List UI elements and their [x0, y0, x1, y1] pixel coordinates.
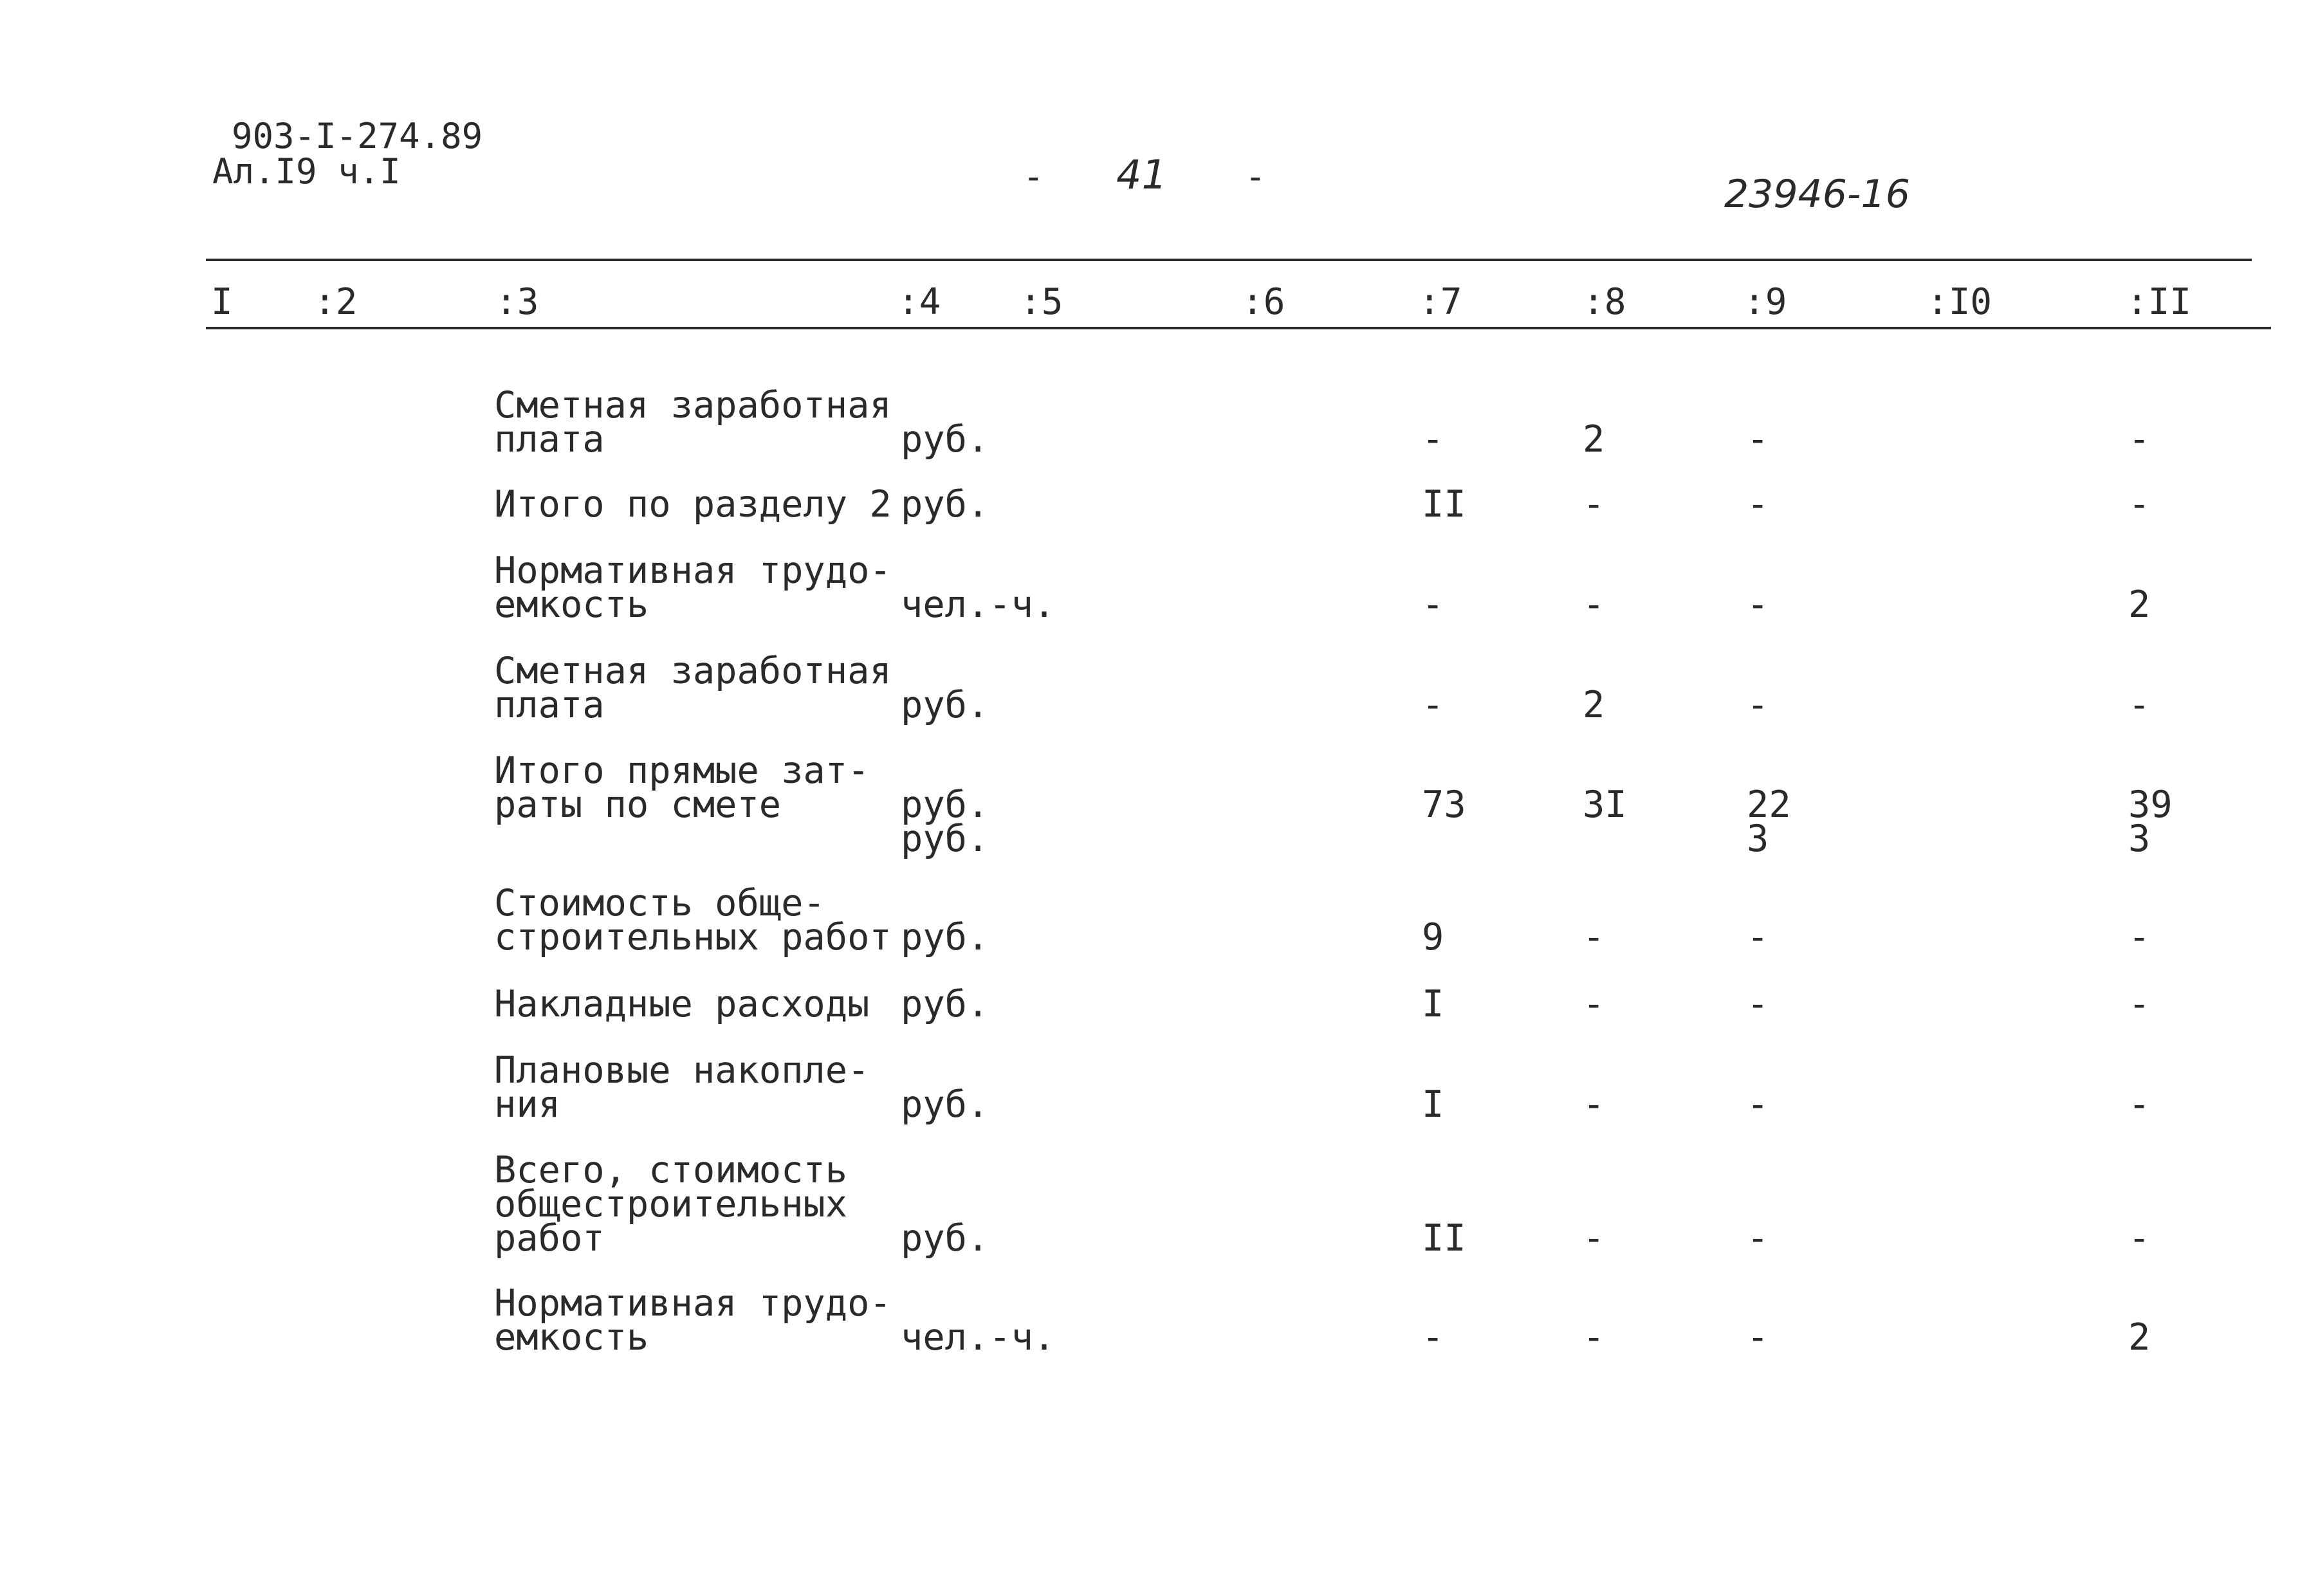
row-value-col9: - [1747, 583, 1769, 626]
row-value-col11: 2 [2128, 1316, 2151, 1359]
row-value-col11: - [2128, 1083, 2151, 1126]
row-value-col11: - [2128, 418, 2151, 461]
row-value-col9: - [1747, 983, 1769, 1025]
row-name: Итого по разделу 2 [494, 483, 892, 526]
column-header-3: :3 [495, 281, 539, 323]
row-value-col8: - [1583, 1217, 1605, 1260]
table-top-rule [206, 259, 2252, 261]
row-name: Нормативная трудо- емкость [494, 549, 892, 626]
row-value-col8: - [1583, 1316, 1605, 1359]
row-value-col11: - [2128, 916, 2151, 959]
row-name: Сметная заработная плата [494, 650, 892, 726]
column-header-2: :2 [314, 281, 358, 323]
column-header-7: :7 [1419, 281, 1462, 323]
row-value-col7: II [1422, 1217, 1466, 1260]
row-unit: руб. [901, 1083, 989, 1126]
row-value-col11: 39 3 [2128, 784, 2173, 860]
row-value-col11: - [2128, 684, 2151, 726]
row-unit: руб. [901, 483, 989, 526]
row-unit: руб. [901, 684, 989, 726]
row-unit: руб. [901, 418, 989, 461]
row-name: Всего, стоимость общестроительных работ [494, 1149, 848, 1260]
row-value-col7: - [1422, 1316, 1444, 1359]
row-value-col9: - [1747, 916, 1769, 959]
row-unit: руб. [901, 983, 989, 1025]
row-value-col9: - [1747, 418, 1769, 461]
row-value-col7: - [1422, 583, 1444, 626]
column-header-1: I [211, 281, 233, 323]
column-header-5: :5 [1020, 281, 1063, 323]
row-value-col11: - [2128, 983, 2151, 1025]
row-value-col7: II [1422, 483, 1466, 526]
column-header-9: :9 [1743, 281, 1787, 323]
row-unit: чел.-ч. [901, 583, 1056, 626]
row-name: Нормативная трудо- емкость [494, 1282, 892, 1359]
column-header-4: :4 [897, 281, 941, 323]
row-unit: чел.-ч. [901, 1316, 1056, 1359]
row-value-col11: 2 [2128, 583, 2151, 626]
row-value-col8: 2 [1583, 684, 1605, 726]
inventory-number: 23946-16 [1724, 172, 1910, 217]
column-header-11: :II [2126, 281, 2192, 323]
row-name: Сметная заработная плата [494, 384, 892, 461]
row-value-col8: - [1583, 483, 1605, 526]
row-value-col7: - [1422, 418, 1444, 461]
row-value-col7: 9 [1422, 916, 1444, 959]
page-dash-right: - [1245, 156, 1266, 197]
page-dash-left: - [1023, 156, 1044, 197]
row-value-col8: - [1583, 916, 1605, 959]
row-value-col9: - [1747, 684, 1769, 726]
row-value-col11: - [2128, 483, 2151, 526]
page-number: 41 [1116, 151, 1167, 198]
row-value-col11: - [2128, 1217, 2151, 1260]
row-unit: руб. [901, 916, 989, 959]
row-value-col7: - [1422, 684, 1444, 726]
row-unit: руб. руб. [901, 784, 989, 860]
row-value-col9: - [1747, 1217, 1769, 1260]
column-header-10: :I0 [1927, 281, 1992, 323]
row-unit: руб. [901, 1217, 989, 1260]
row-value-col7: 73 [1422, 784, 1466, 826]
row-value-col7: I [1422, 983, 1444, 1025]
document-code: 903-I-274.89 [232, 116, 483, 156]
column-header-8: :8 [1583, 281, 1626, 323]
row-value-col9: - [1747, 1083, 1769, 1126]
row-name: Стоимость обще- строительных работ [494, 882, 892, 959]
row-name: Накладные расходы [494, 983, 870, 1025]
row-name: Плановые накопле- ния [494, 1049, 870, 1126]
row-value-col7: I [1422, 1083, 1444, 1126]
row-value-col8: - [1583, 983, 1605, 1025]
row-value-col8: 2 [1583, 418, 1605, 461]
row-name: Итого прямые зат- раты по смете [494, 749, 870, 826]
row-value-col8: - [1583, 1083, 1605, 1126]
album-label: Ал.I9 ч.I [212, 151, 401, 192]
row-value-col9: - [1747, 1316, 1769, 1359]
row-value-col9: - [1747, 483, 1769, 526]
table-header-rule [206, 327, 2271, 329]
row-value-col8: - [1583, 583, 1605, 626]
row-value-col8: 3I [1583, 784, 1627, 826]
row-value-col9: 22 3 [1747, 784, 1791, 860]
column-header-6: :6 [1242, 281, 1285, 323]
